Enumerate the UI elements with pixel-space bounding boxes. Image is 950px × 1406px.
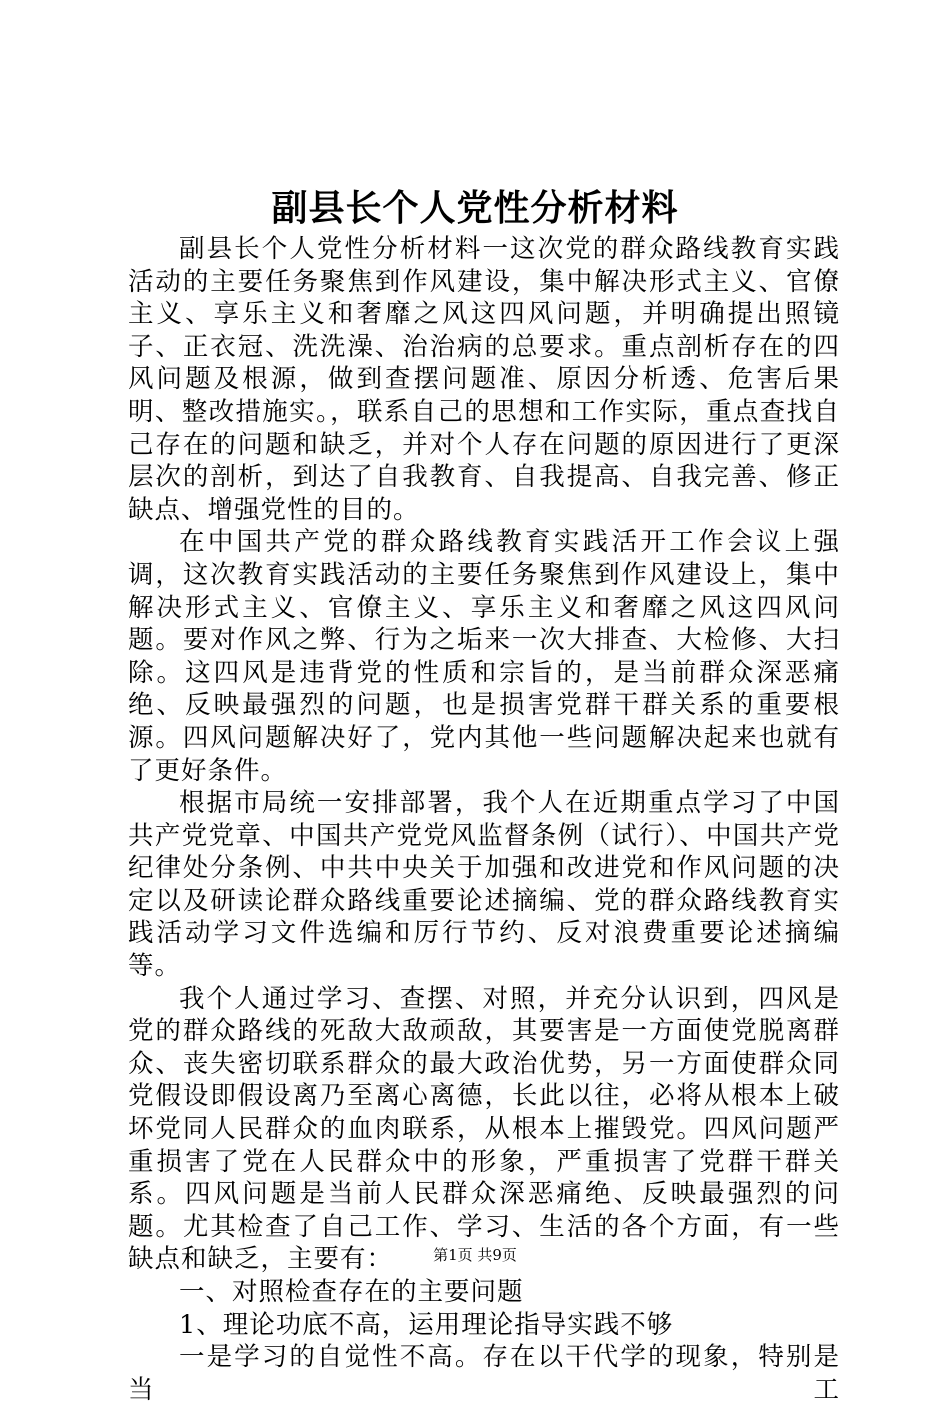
document-title: 副县长个人党性分析材料 bbox=[271, 187, 679, 229]
document-body bbox=[128, 233, 840, 1406]
subsection-heading: 1、理论功底不高，运用理论指导实践不够 bbox=[179, 1309, 674, 1340]
paragraph-study: 根据市局统一安排部署，我个人在近期重点学习了中国共产党党章、中国共产党党风监督条例（试行）、中国共产党纪律处分条例、中共中央关于加强和改进党和作风问题的决定以及研读论群众路线重要论述摘编、党的群众路线教育实践活动学习文件选编和厉行节约、反对浪费重要论述摘编等。 bbox=[128, 788, 840, 982]
page-number-footer: 第1页 共9页 bbox=[433, 1246, 517, 1264]
paragraph-intro: 副县长个人党性分析材料一这次党的群众路线教育实践活动的主要任务聚焦到作风建设，集中解决形式主义、官僚主义、享乐主义和奢靡之风这四风问题，并明确提出照镜子、正衣冠、洗洗澡、治治病的总要求。重点剖析存在的四风问题及根源，做到查摆问题准、原因分析透、危害后果明、整改措施实。，联系自己的思想和工作实际，重点查找自己存在的问题和缺乏，并对个人存在问题的原因进行了更深层次的剖析，到达了自我教育、自我提高、自我完善、修正缺点、增强党性的目的。 bbox=[128, 234, 840, 525]
paragraph-continued: 一是学习的自觉性不高。存在以干代学的现象，特别是当工 bbox=[128, 1342, 840, 1405]
paragraph-meeting: 在中国共产党的群众路线教育实践活开工作会议上强调，这次教育实践活动的主要任务聚焦到作风建设上，集中解决形式主义、官僚主义、享乐主义和奢靡之风这四风问题。要对作风之弊、行为之垢来一次大排查、大检修、大扫除。这四风是违背党的性质和宗旨的，是当前群众深恶痛绝、反映最强烈的问题，也是损害党群干群关系的重要根源。四风问题解决好了，党内其他一些问题解决起来也就有了更好条件。 bbox=[128, 527, 840, 786]
section-heading: 一、对照检查存在的主要问题 bbox=[179, 1277, 524, 1307]
paragraph-reflection: 我个人通过学习、查摆、对照，并充分认识到，四风是党的群众路线的死敌大敌顽敌，其要害是一方面使党脱离群众、丧失密切联系群众的最大政治优势，另一方面使群众同党假设即假设离乃至离心离德，长此以往，必将从根本上破坏党同人民群众的血肉联系，从根本上摧毁党。四风问题严重损害了党在人民群众中的形象，严重损害了党群干群关系。四风问题是当前人民群众深恶痛绝、反映最强烈的问题。尤其检查了自己工作、学习、生活的各个方面，有一些缺点和缺乏，主要有： bbox=[128, 983, 840, 1275]
